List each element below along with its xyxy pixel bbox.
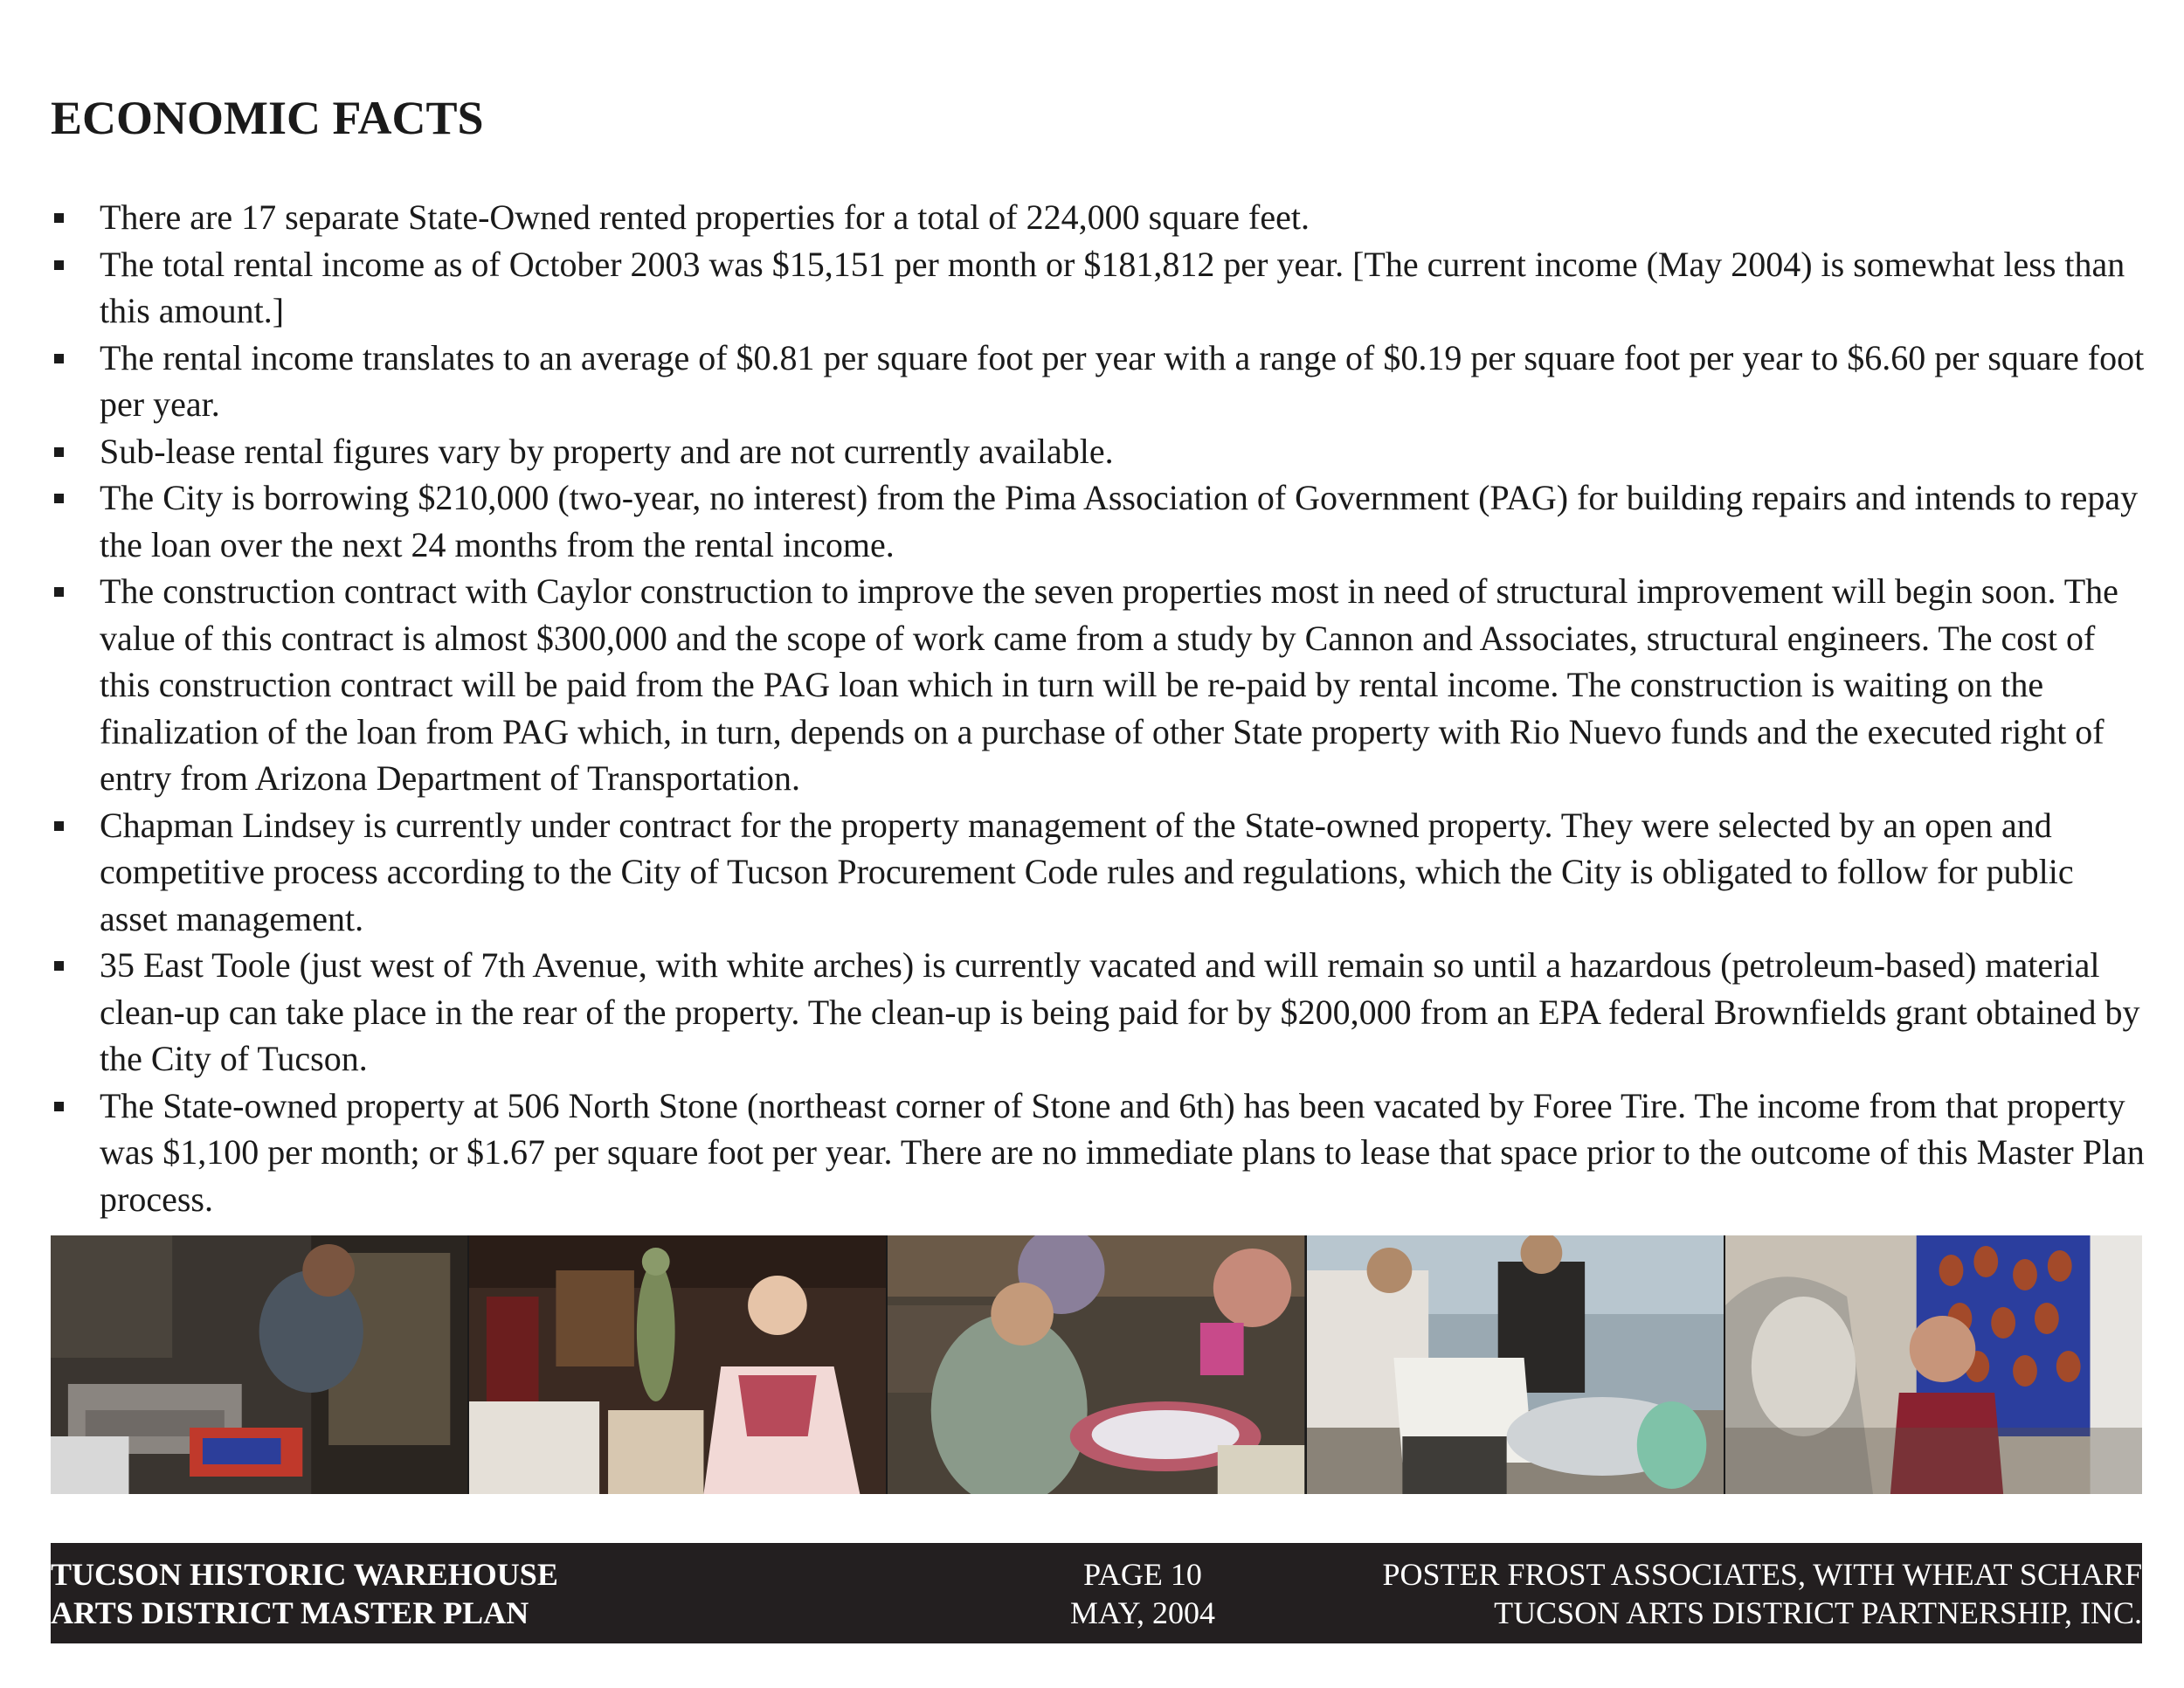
- footer-plan-title: [51, 1555, 558, 1632]
- square-bullet-icon: [54, 821, 64, 831]
- footer-left-line2: ARTS DISTRICT MASTER PLAN: [51, 1595, 529, 1630]
- square-bullet-icon: [54, 213, 64, 223]
- list-item: [51, 335, 2147, 428]
- photo-printmaker: [51, 1235, 469, 1494]
- square-bullet-icon: [54, 260, 64, 270]
- economic-facts-list: [51, 194, 2147, 1222]
- fact-text: The construction contract with Caylor construction to improve the seven properties most in need of structural improvement will begin soon. The value of this contract is almost $300,000 and the scope of work came from a study by Cannon and Associates, structural engineers. The cost of this construction contract will be paid from the PAG loan which in turn will be re-paid by rental income. The construction is waiting on the finalization of the loan from PAG which, in turn, depends on a purchase of other State property with Rio Nuevo funds and the executed right of entry from Arizona Department of Transportation.: [100, 571, 2118, 798]
- photo-mask-artist: [1725, 1235, 2142, 1494]
- fact-text: The City is borrowing $210,000 (two-year, no interest) from the Pima Association of Government (PAG) for building repairs and intends to repay the loan over the next 24 months from the rental income.: [100, 478, 2139, 564]
- square-bullet-icon: [54, 494, 64, 503]
- fact-text: The State-owned property at 506 North Stone (northeast corner of Stone and 6th) has been vacated by Foree Tire. The income from that property was $1,100 per month; or $1.67 per square foot per year. There are no immediate plans to lease that space prior to the outcome of this Master Plan process.: [100, 1085, 2145, 1219]
- photo-workers-lifting: [1307, 1235, 1725, 1494]
- page-footer: [51, 1543, 2142, 1643]
- footer-right-line1: POSTER FROST ASSOCIATES, WITH WHEAT SCHARF: [1382, 1557, 2142, 1592]
- list-item: [51, 241, 2147, 335]
- fact-text: 35 East Toole (just west of 7th Avenue, with white arches) is currently vacated and will remain so until a hazardous (petroleum-based) material clean-up can take place in the rear of the property. The clean-up is being paid for by $200,000 from an EPA federal Brownfields grant obtained by the City of Tucson.: [100, 945, 2140, 1078]
- fact-text: There are 17 separate State-Owned rented properties for a total of 224,000 square feet.: [100, 197, 1310, 237]
- footer-left-line1: TUCSON HISTORIC WAREHOUSE: [51, 1557, 558, 1592]
- fact-text: The total rental income as of October 2003 was $15,151 per month or $181,812 per year. [The current income (May 2004) is somewhat less than this amount.]: [100, 244, 2125, 330]
- footer-page-info: [977, 1555, 1309, 1632]
- footer-right-line2: TUCSON ARTS DISTRICT PARTNERSHIP, INC.: [1494, 1595, 2142, 1630]
- fact-text: The rental income translates to an average of $0.81 per square foot per year with a range of $0.19 per square foot per year to $6.60 per square foot per year.: [100, 337, 2145, 424]
- footer-credits: [1382, 1555, 2142, 1632]
- square-bullet-icon: [54, 354, 64, 363]
- square-bullet-icon: [54, 961, 64, 971]
- footer-date: MAY, 2004: [1069, 1595, 1216, 1630]
- fact-text: Chapman Lindsey is currently under contract for the property management of the State-owned property. They were selected by an open and competitive process according to the City of Tucson Procurement Code rules and regulations, which the City is obligated to follow for public asset management.: [100, 805, 2074, 938]
- square-bullet-icon: [54, 1102, 64, 1111]
- photo-strip: [51, 1235, 2142, 1494]
- list-item: [51, 428, 2147, 475]
- photo-sculpture-artist: [469, 1235, 888, 1494]
- list-item: [51, 474, 2147, 568]
- page-title: ECONOMIC FACTS: [51, 92, 484, 144]
- list-item: [51, 942, 2147, 1083]
- photo-ceramic-painter: [888, 1235, 1306, 1494]
- list-item: [51, 194, 2147, 241]
- list-item: [51, 568, 2147, 802]
- list-item: [51, 802, 2147, 943]
- footer-page-number: PAGE 10: [1083, 1557, 1202, 1592]
- fact-text: Sub-lease rental figures vary by property and are not currently available.: [100, 431, 1114, 471]
- square-bullet-icon: [54, 447, 64, 457]
- list-item: [51, 1083, 2147, 1223]
- square-bullet-icon: [54, 587, 64, 597]
